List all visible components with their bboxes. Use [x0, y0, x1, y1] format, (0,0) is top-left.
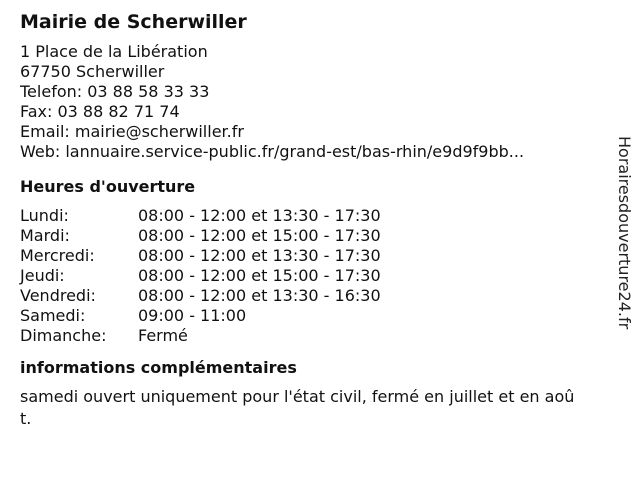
fax-line: Fax: 03 88 82 71 74: [20, 102, 180, 121]
hours-row-jeudi: [20, 266, 600, 286]
hours-heading: Heures d'ouverture: [20, 177, 196, 196]
site-brand-vertical: Horairesdouverture24.fr: [615, 136, 634, 330]
hours-row-vendredi: [20, 286, 600, 306]
day-label: Jeudi:: [20, 266, 65, 285]
info-heading: informations complémentaires: [20, 358, 297, 377]
time-value: 08:00 - 12:00 et 13:30 - 17:30: [138, 246, 381, 265]
time-value: 08:00 - 12:00 et 15:00 - 17:30: [138, 226, 381, 245]
hours-table: [20, 206, 600, 346]
hours-row-mardi: [20, 226, 600, 246]
time-value: 08:00 - 12:00 et 13:30 - 16:30: [138, 286, 381, 305]
time-value: 08:00 - 12:00 et 13:30 - 17:30: [138, 206, 381, 225]
day-label: Dimanche:: [20, 326, 107, 345]
place-title: Mairie de Scherwiller: [20, 11, 247, 33]
day-label: Mardi:: [20, 226, 70, 245]
day-label: Mercredi:: [20, 246, 95, 265]
day-label: Samedi:: [20, 306, 86, 325]
hours-row-dimanche: [20, 326, 600, 346]
contact-block: [20, 42, 600, 162]
web-line: Web: lannuaire.service-public.fr/grand-est/bas-rhin/e9d9f9bb...: [20, 142, 525, 161]
opening-hours-card: [20, 8, 600, 430]
info-text: samedi ouvert uniquement pour l'état civil, fermé en juillet et en août.: [20, 387, 575, 428]
phone-line: Telefon: 03 88 58 33 33: [20, 82, 210, 101]
hours-row-lundi: [20, 206, 600, 226]
day-label: Lundi:: [20, 206, 69, 225]
hours-row-mercredi: [20, 246, 600, 266]
day-label: Vendredi:: [20, 286, 96, 305]
time-value: Fermé: [138, 326, 188, 345]
time-value: 09:00 - 11:00: [138, 306, 247, 325]
time-value: 08:00 - 12:00 et 15:00 - 17:30: [138, 266, 381, 285]
address-line-2: 67750 Scherwiller: [20, 62, 165, 81]
email-line: Email: mairie@scherwiller.fr: [20, 122, 244, 141]
address-line-1: 1 Place de la Libération: [20, 42, 208, 61]
hours-row-samedi: [20, 306, 600, 326]
